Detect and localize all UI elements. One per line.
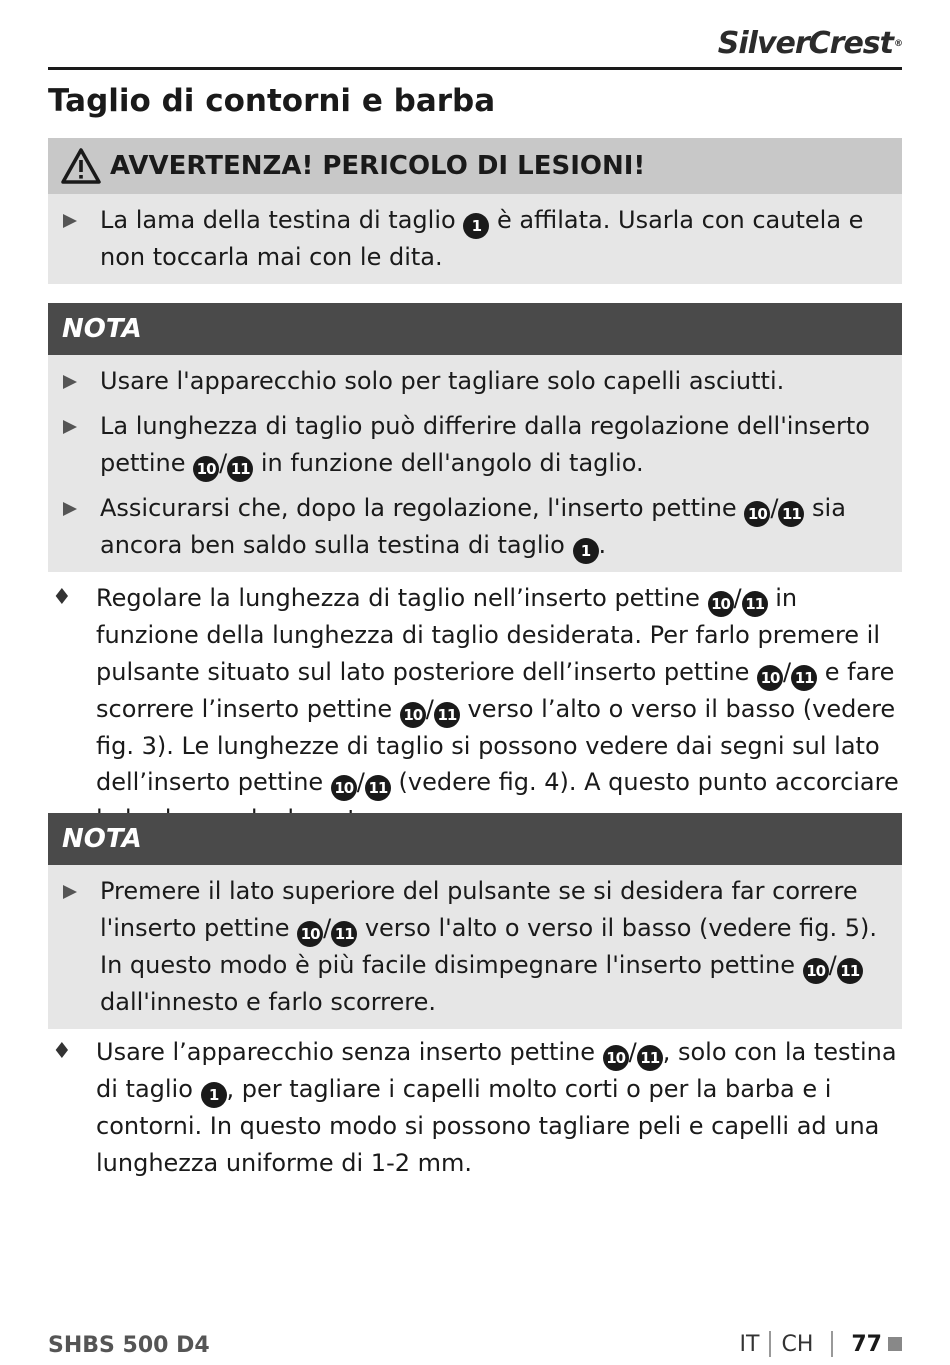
part-ref-badge: 1 (573, 538, 599, 564)
part-ref-badge: 10 (400, 702, 426, 728)
part-ref-badge: 10 (603, 1045, 629, 1071)
instruction-step (48, 1034, 902, 1181)
part-ref-badge: 10 (331, 775, 357, 801)
part-ref-badge: 10 (757, 665, 783, 691)
footer-page-info (740, 1331, 902, 1357)
part-ref-badge: 11 (742, 591, 768, 617)
part-ref-badge: 11 (365, 775, 391, 801)
instruction-step (48, 580, 902, 838)
footer-model: SHBS 500 D4 (48, 1333, 210, 1358)
note-list (48, 355, 902, 572)
part-ref-badge: 11 (331, 921, 357, 947)
part-ref-badge: 10 (193, 456, 219, 482)
part-ref-badge: 11 (778, 501, 804, 527)
page-number: 77 (851, 1331, 882, 1357)
diamond-bullet-icon: ♦ (52, 585, 72, 610)
note-box (48, 813, 902, 1029)
instruction-text: Usare l’apparecchio senza inserto pettine 10 / 11 , solo con la testina di taglio 1 , per tagliare i capelli molto corti o per la barba e i contorni. In questo modo si possono tagliare peli e capelli ad una lunghezza uniforme di 1-2 mm. (96, 1038, 897, 1177)
footer-divider (769, 1331, 771, 1357)
part-ref-badge: 11 (837, 958, 863, 984)
warning-list (48, 194, 902, 284)
warning-triangle-icon (60, 147, 102, 185)
brand-logo: SilverCrest® (717, 26, 902, 61)
note-item: Usare l'apparecchio solo per tagliare solo capelli asciutti. (48, 363, 882, 400)
part-ref-badge: 10 (803, 958, 829, 984)
part-ref-badge: 1 (201, 1082, 227, 1108)
diamond-bullet-icon: ♦ (52, 1039, 72, 1064)
part-ref-badge: 11 (791, 665, 817, 691)
warning-header (48, 138, 902, 194)
page-title: Taglio di contorni e barba (48, 83, 496, 119)
arrow-bullet-icon (63, 375, 77, 389)
part-ref-badge: 11 (637, 1045, 663, 1071)
part-ref-badge: 11 (227, 456, 253, 482)
part-ref-badge: 10 (297, 921, 323, 947)
arrow-bullet-icon (63, 214, 77, 228)
footer-divider (831, 1331, 833, 1357)
square-marker-icon (888, 1337, 902, 1351)
footer-lang-ch: CH (781, 1331, 814, 1357)
part-ref-badge: 10 (708, 591, 734, 617)
warning-box (48, 138, 902, 284)
note-header: NOTA (48, 813, 902, 865)
warning-item: La lama della testina di taglio 1 è affilata. Usarla con cautela e non toccarla mai con le dita. (48, 202, 882, 276)
note-item: La lunghezza di taglio può differire dalla regolazione dell'inserto pettine 10 / 11 in funzione dell'angolo di taglio. (48, 408, 882, 482)
note-box (48, 303, 902, 572)
instruction-text: Regolare la lunghezza di taglio nell’inserto pettine 10 / 11 in funzione della lunghezza di taglio desiderata. Per farlo premere il pulsante situato sul lato posteriore dell’inserto pettine 10 / 11 e fare scorrere l’inserto pettine 10 / 11 verso l’alto o verso il basso (vedere fig. 3). Le lunghezze di taglio si possono vedere dai segni sul lato dell’inserto pettine 10 / 11 (vedere fig. 4). A questo punto accorciare (48, 580, 902, 838)
note-list (48, 865, 902, 1029)
arrow-bullet-icon (63, 885, 77, 899)
part-ref-badge: 10 (744, 501, 770, 527)
part-ref-badge: 1 (463, 213, 489, 239)
footer-lang-it: IT (739, 1331, 760, 1357)
part-ref-badge: 11 (434, 702, 460, 728)
arrow-bullet-icon (63, 420, 77, 434)
note-item: Premere il lato superiore del pulsante se si desidera far correre l'inserto pettine 10 / 11 verso l'alto o verso il basso (vedere fig. 5). In questo modo è più facile disimpegnare l'inserto pettine 10 / 11 dall'innesto e farlo scorrere. (48, 873, 882, 1021)
note-header: NOTA (48, 303, 902, 355)
arrow-bullet-icon (63, 502, 77, 516)
note-item: Assicurarsi che, dopo la regolazione, l'inserto pettine 10 / 11 sia ancora ben saldo sulla testina di taglio 1 . (48, 490, 882, 564)
header-rule (48, 67, 902, 70)
warning-heading: AVVERTENZA! PERICOLO DI LESIONI! (110, 151, 646, 181)
